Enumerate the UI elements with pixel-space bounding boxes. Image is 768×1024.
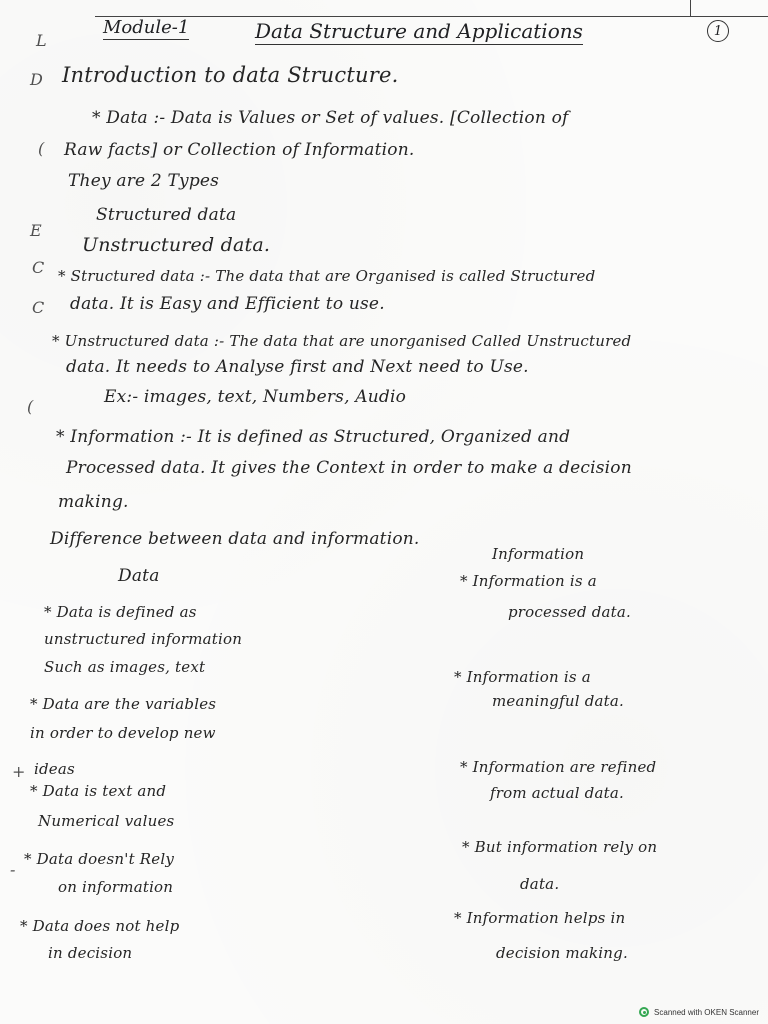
information-point-1-line-2: processed data.	[508, 603, 632, 621]
data-point-2-line-3: ideas	[34, 760, 75, 778]
data-point-2-line-1: * Data are the variables	[30, 695, 217, 713]
structured-definition-line-2: data. It is Easy and Efficient to use.	[70, 294, 385, 314]
module-title: Module-1	[103, 17, 190, 38]
information-point-4-line-2: data.	[520, 875, 560, 893]
information-definition-line-3: making.	[58, 492, 129, 512]
data-point-1-line-1: * Data is defined as	[44, 603, 197, 621]
difference-heading: Difference between data and information.	[50, 529, 420, 549]
data-point-1-line-2: unstructured information	[44, 630, 243, 648]
data-point-3-line-1: * Data is text and	[30, 782, 167, 800]
margin-mark-intro: D	[30, 70, 43, 89]
margin-mark-c-upper: C	[32, 258, 45, 277]
types-heading: They are 2 Types	[68, 171, 220, 191]
data-definition-line-2: Raw facts] or Collection of Information.	[64, 140, 415, 160]
page-number-circle: 1	[707, 20, 729, 42]
margin-mark-e: E	[30, 221, 42, 240]
information-point-5-line-2: decision making.	[496, 944, 628, 962]
data-point-1-line-3: Such as images, text	[44, 658, 206, 676]
notebook-corner-tick	[690, 0, 691, 16]
structured-definition-line-1: * Structured data :- The data that are Organised is called Structured	[58, 267, 596, 285]
scanner-watermark	[639, 1007, 759, 1017]
information-point-5-line-1: * Information helps in	[454, 909, 626, 927]
data-column-heading: Data	[118, 566, 160, 586]
data-definition-line-1: * Data :- Data is Values or Set of values. [Collection of	[92, 108, 569, 128]
information-column-heading: Information	[492, 545, 585, 563]
margin-mark-raw: (	[38, 139, 45, 158]
data-point-5-line-2: in decision	[48, 944, 133, 962]
information-point-2-line-2: meaningful data.	[492, 692, 625, 710]
margin-mark-top: L	[36, 31, 47, 50]
notebook-top-rule	[95, 0, 768, 17]
information-point-3-line-1: * Information are refined	[460, 758, 657, 776]
margin-mark-plus: +	[12, 762, 26, 781]
unstructured-definition-line-1: * Unstructured data :- The data that are unorganised Called Unstructured	[52, 332, 632, 350]
type-structured: Structured data	[96, 205, 237, 225]
unstructured-definition-line-2: data. It needs to Analyse first and Next need to Use.	[66, 357, 529, 377]
information-point-1-line-1: * Information is a	[460, 572, 597, 590]
margin-mark-dash: -	[10, 860, 16, 879]
data-point-4-line-2: on information	[58, 878, 174, 896]
information-point-4-line-1: * But information rely on	[462, 838, 658, 856]
information-definition-line-2: Processed data. It gives the Context in order to make a decision	[66, 458, 632, 478]
margin-mark-example: (	[27, 397, 34, 416]
data-point-4-line-1: * Data doesn't Rely	[24, 850, 175, 868]
data-point-5-line-1: * Data does not help	[20, 917, 180, 935]
course-title: Data Structure and Applications	[255, 19, 583, 43]
intro-heading: Introduction to data Structure.	[62, 63, 399, 87]
information-point-3-line-2: from actual data.	[490, 784, 624, 802]
scanner-logo-icon	[639, 1007, 649, 1017]
scanner-credit-text: Scanned with OKEN Scanner	[654, 1007, 759, 1017]
type-unstructured: Unstructured data.	[82, 234, 271, 256]
unstructured-examples: Ex:- images, text, Numbers, Audio	[104, 387, 407, 407]
information-definition-line-1: * Information :- It is defined as Structured, Organized and	[56, 427, 571, 447]
margin-mark-c-lower: C	[32, 298, 45, 317]
data-point-3-line-2: Numerical values	[38, 812, 175, 830]
data-point-2-line-2: in order to develop new	[30, 724, 216, 742]
information-point-2-line-1: * Information is a	[454, 668, 591, 686]
